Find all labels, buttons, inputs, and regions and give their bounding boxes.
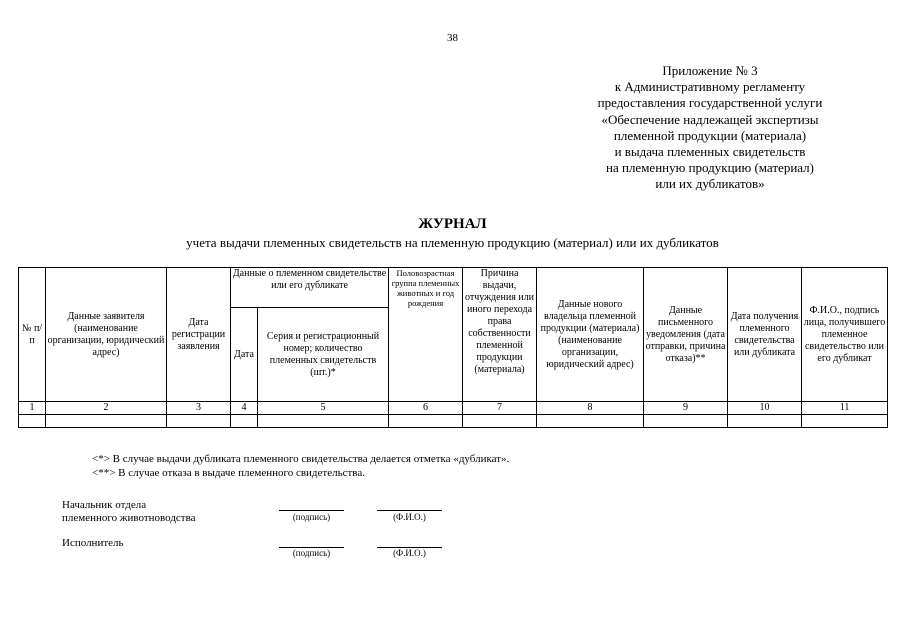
empty-cell <box>46 415 167 428</box>
header-registration-date: Дата регистрации заявления <box>167 268 231 402</box>
document-title: ЖУРНАЛ <box>418 216 487 232</box>
empty-cell <box>258 415 389 428</box>
empty-cell <box>231 415 258 428</box>
appendix-line: к Административному регламенту <box>614 79 806 95</box>
appendix-header <box>560 63 860 193</box>
header-age-group: Половозрастная группа племенных животных и год рождения <box>389 268 463 402</box>
header-number: № п/п <box>19 268 46 402</box>
appendix-line: на племенную продукцию (материал) <box>606 160 814 176</box>
header-recipient: Ф.И.О., подпись лица, получившего племенное свидетельство или его дубликат <box>802 268 888 402</box>
name-caption: (Ф.И.О.) <box>393 512 426 522</box>
column-number: 9 <box>644 402 728 415</box>
name-caption: (Ф.И.О.) <box>393 548 426 558</box>
footnote-refusal: <**> В случае отказа в выдаче племенного свидетельства. <box>92 467 365 479</box>
signature-label-line: племенного животноводства <box>62 512 196 524</box>
table-row <box>19 415 888 428</box>
column-number: 5 <box>258 402 389 415</box>
empty-cell <box>167 415 231 428</box>
empty-cell <box>389 415 463 428</box>
name-line <box>377 510 442 511</box>
column-number: 11 <box>802 402 888 415</box>
header-reason: Причина выдачи, отчуждения или иного перехода права собственности племенной продукции (материала) <box>463 268 537 402</box>
column-number: 3 <box>167 402 231 415</box>
page-number: 38 <box>447 32 458 44</box>
appendix-line: предоставления государственной услуги <box>597 95 823 111</box>
header-certificate-group: Данные о племенном свидетельстве или его дубликате <box>231 268 389 308</box>
header-notification: Данные письменного уведомления (дата отправки, причина отказа)** <box>644 268 728 402</box>
column-number: 8 <box>537 402 644 415</box>
appendix-line: племенной продукции (материала) <box>613 127 807 143</box>
header-receipt-date: Дата получения племенного свидетельства или дубликата <box>728 268 802 402</box>
column-number: 10 <box>728 402 802 415</box>
empty-cell <box>802 415 888 428</box>
signature-line <box>279 510 344 511</box>
column-number: 6 <box>389 402 463 415</box>
executor-label: Исполнитель <box>62 537 124 549</box>
header-new-owner: Данные нового владельца племенной продукции (материала) (наименование организации, юридический адрес) <box>537 268 644 402</box>
header-series-number: Серия и регистрационный номер; количество племенных свидетельств (шт.)* <box>258 308 389 402</box>
empty-cell <box>728 415 802 428</box>
column-number-row <box>19 402 888 415</box>
empty-cell <box>644 415 728 428</box>
signature-label-line: Начальник отдела <box>62 499 147 511</box>
appendix-line: или их дубликатов» <box>655 176 765 192</box>
empty-cell <box>537 415 644 428</box>
column-number: 1 <box>19 402 46 415</box>
header-date: Дата <box>231 308 258 402</box>
empty-cell <box>19 415 46 428</box>
column-number: 7 <box>463 402 537 415</box>
empty-cell <box>463 415 537 428</box>
signature-caption: (подпись) <box>292 512 331 522</box>
appendix-line: и выдача племенных свидетельств <box>614 144 806 160</box>
document-subtitle: учета выдачи племенных свидетельств на племенную продукцию (материал) или их дубликатов <box>186 235 719 250</box>
journal-table <box>18 267 888 428</box>
header-applicant: Данные заявителя (наименование организации, юридический адрес) <box>46 268 167 402</box>
appendix-line: «Обеспечение надлежащей экспертизы <box>601 111 819 127</box>
column-number: 4 <box>231 402 258 415</box>
footnote-duplicate: <*> В случае выдачи дубликата племенного свидетельства делается отметка «дубликат». <box>92 453 510 465</box>
column-number: 2 <box>46 402 167 415</box>
appendix-line: Приложение № 3 <box>662 63 758 78</box>
head-of-department-label <box>62 499 196 525</box>
signature-caption: (подпись) <box>292 548 331 558</box>
footnotes <box>92 452 509 480</box>
